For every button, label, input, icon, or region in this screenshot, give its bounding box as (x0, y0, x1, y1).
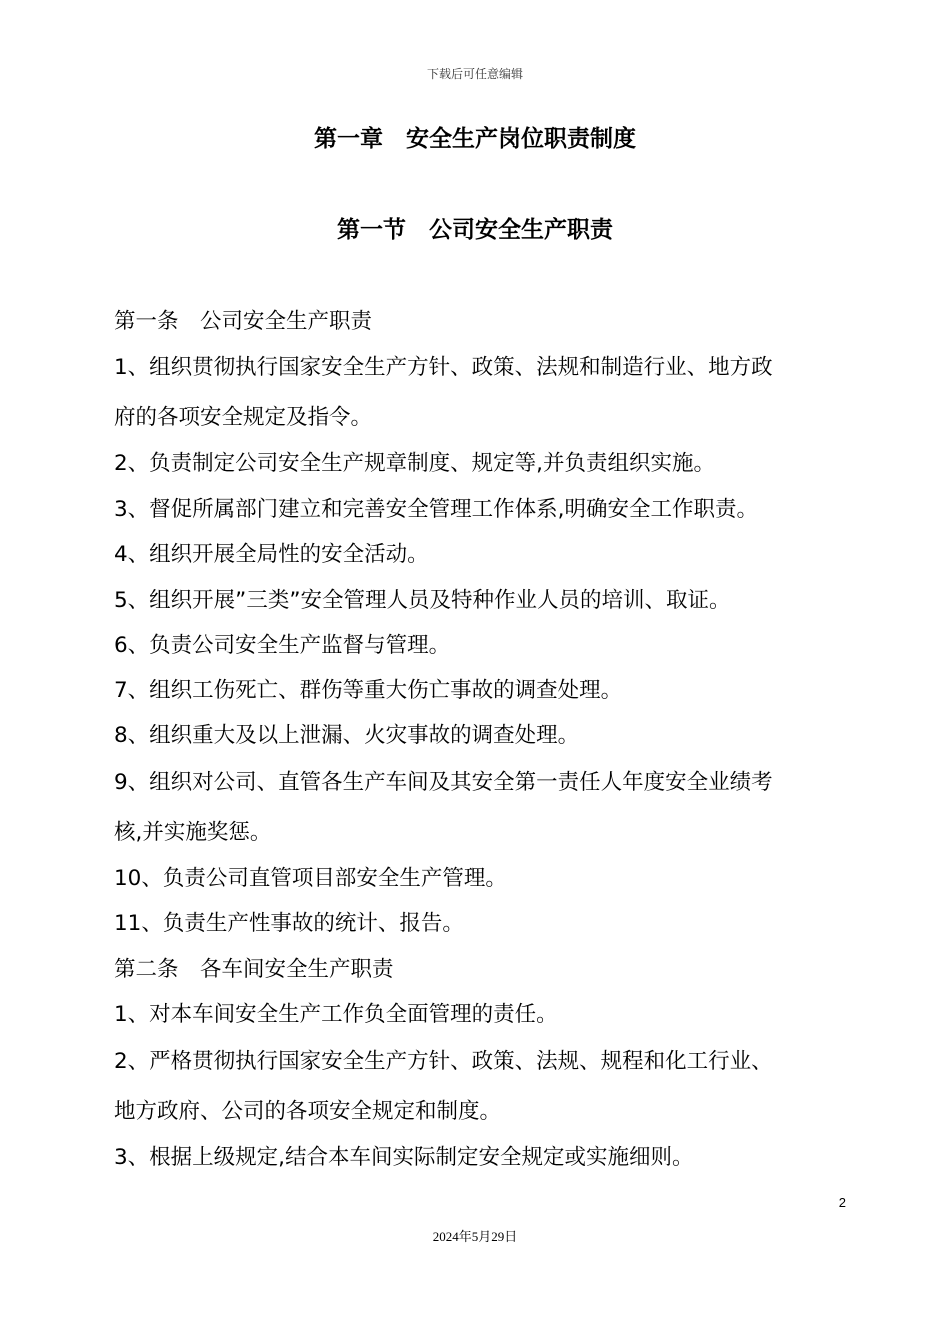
paragraph-line: 7、组织工伤死亡、群伤等重大伤亡事故的调查处理。 (114, 678, 623, 703)
paragraph-line: 4、组织开展全局性的安全活动。 (114, 542, 429, 567)
paragraph-line: 1、组织贯彻执行国家安全生产方针、政策、法规和制造行业、地方政 (114, 355, 773, 380)
paragraph-line: 地方政府、公司的各项安全规定和制度。 (114, 1099, 502, 1124)
paragraph-line: 9、组织对公司、直管各生产车间及其安全第一责任人年度安全业绩考 (114, 770, 773, 795)
paragraph-line: 10、负责公司直管项目部安全生产管理。 (114, 866, 507, 891)
paragraph-line: 2、严格贯彻执行国家安全生产方针、政策、法规、规程和化工行业、 (114, 1049, 773, 1074)
paragraph-line: 6、负责公司安全生产监督与管理。 (114, 633, 451, 658)
article-heading-2: 第二条 各车间安全生产职责 (114, 957, 394, 982)
chapter-title: 第一章 安全生产岗位职责制度 (314, 126, 636, 152)
page-number: 2 (838, 1195, 846, 1210)
paragraph-line: 5、组织开展”三类”安全管理人员及特种作业人员的培训、取证。 (114, 588, 731, 613)
paragraph-line: 8、组织重大及以上泄漏、火灾事故的调查处理。 (114, 723, 580, 748)
paragraph-line: 3、督促所属部门建立和完善安全管理工作体系,明确安全工作职责。 (114, 497, 759, 522)
footer-date: 2024年5月29日 (432, 1229, 518, 1244)
paragraph-line: 核,并实施奖惩。 (114, 820, 272, 845)
paragraph-line: 1、对本车间安全生产工作负全面管理的责任。 (114, 1002, 558, 1027)
paragraph-line: 3、根据上级规定,结合本车间实际制定安全规定或实施细则。 (114, 1145, 694, 1170)
section-title: 第一节 公司安全生产职责 (337, 217, 613, 243)
header-note: 下载后可任意编辑 (426, 67, 523, 81)
paragraph-line: 府的各项安全规定及指令。 (114, 405, 373, 430)
article-heading-1: 第一条 公司安全生产职责 (114, 309, 373, 334)
paragraph-line: 11、负责生产性事故的统计、报告。 (114, 911, 464, 936)
paragraph-line: 2、负责制定公司安全生产规章制度、规定等,并负责组织实施。 (114, 451, 716, 476)
